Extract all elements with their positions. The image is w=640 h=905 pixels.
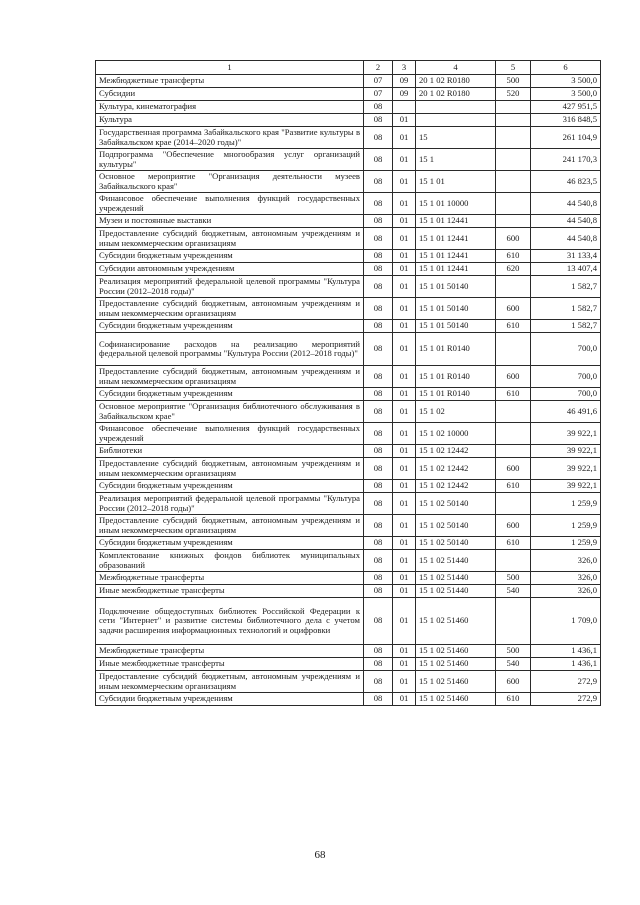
row-amount: 1 436,1 — [531, 658, 601, 671]
row-target-code: 15 1 01 — [416, 171, 496, 193]
row-target-code: 15 1 02 51460 — [416, 645, 496, 658]
row-target-code: 15 1 02 — [416, 401, 496, 423]
row-expense-type — [496, 401, 531, 423]
row-amount: 1 582,7 — [531, 320, 601, 333]
row-name: Музеи и постоянные выставки — [96, 215, 364, 228]
row-expense-type — [496, 598, 531, 645]
row-target-code — [416, 101, 496, 114]
row-target-code: 15 1 01 12441 — [416, 250, 496, 263]
row-amount: 326,0 — [531, 572, 601, 585]
row-amount: 1 436,1 — [531, 645, 601, 658]
row-target-code: 20 1 02 R0180 — [416, 88, 496, 101]
row-name: Предоставление субсидий бюджетным, автономным учреждениям и иным некоммерческим организациям — [96, 458, 364, 480]
row-section: 08 — [364, 388, 393, 401]
table-row — [96, 423, 601, 445]
row-name: Предоставление субсидий бюджетным, автономным учреждениям и иным некоммерческим организациям — [96, 515, 364, 537]
row-subsection: 01 — [393, 537, 416, 550]
row-expense-type: 520 — [496, 88, 531, 101]
row-target-code: 15 1 02 51460 — [416, 671, 496, 693]
row-section: 08 — [364, 445, 393, 458]
row-section: 08 — [364, 401, 393, 423]
row-amount: 1 582,7 — [531, 276, 601, 298]
table-row — [96, 458, 601, 480]
row-target-code: 15 1 02 50140 — [416, 493, 496, 515]
row-name: Межбюджетные трансферты — [96, 572, 364, 585]
table-row — [96, 585, 601, 598]
row-name: Реализация мероприятий федеральной целевой программы "Культура России (2012–2018 годы)" — [96, 276, 364, 298]
row-name: Предоставление субсидий бюджетным, автономным учреждениям и иным некоммерческим организациям — [96, 298, 364, 320]
table-row — [96, 114, 601, 127]
row-name: Подпрограмма "Обеспечение многообразия услуг организаций культуры" — [96, 149, 364, 171]
table-row — [96, 401, 601, 423]
row-subsection: 01 — [393, 298, 416, 320]
row-expense-type — [496, 215, 531, 228]
row-subsection: 01 — [393, 276, 416, 298]
row-expense-type: 610 — [496, 250, 531, 263]
row-amount: 1 582,7 — [531, 298, 601, 320]
row-amount: 316 848,5 — [531, 114, 601, 127]
row-name: Софинансирование расходов на реализацию мероприятий федеральной целевой программы "Культура России (2012–2018 годы)" — [96, 333, 364, 366]
row-name: Субсидии автономным учреждениям — [96, 263, 364, 276]
table-row — [96, 445, 601, 458]
row-amount: 46 491,6 — [531, 401, 601, 423]
row-amount: 427 951,5 — [531, 101, 601, 114]
table-row — [96, 645, 601, 658]
header-col-1: 1 — [96, 61, 364, 75]
row-section: 08 — [364, 550, 393, 572]
row-amount: 39 922,1 — [531, 423, 601, 445]
row-amount: 46 823,5 — [531, 171, 601, 193]
row-subsection: 01 — [393, 333, 416, 366]
row-amount: 1 259,9 — [531, 493, 601, 515]
row-expense-type: 500 — [496, 75, 531, 88]
table-row — [96, 298, 601, 320]
row-amount: 700,0 — [531, 388, 601, 401]
row-amount: 44 540,8 — [531, 215, 601, 228]
row-subsection: 01 — [393, 515, 416, 537]
table-row — [96, 388, 601, 401]
row-amount: 241 170,3 — [531, 149, 601, 171]
row-target-code: 15 1 02 51460 — [416, 658, 496, 671]
table-row — [96, 127, 601, 149]
row-subsection: 01 — [393, 458, 416, 480]
row-expense-type: 600 — [496, 515, 531, 537]
row-section: 08 — [364, 480, 393, 493]
row-amount: 261 104,9 — [531, 127, 601, 149]
row-name: Финансовое обеспечение выполнения функций государственных учреждений — [96, 193, 364, 215]
row-subsection: 01 — [393, 127, 416, 149]
table-row — [96, 658, 601, 671]
row-target-code: 15 1 02 50140 — [416, 537, 496, 550]
row-section: 08 — [364, 333, 393, 366]
row-name: Субсидии бюджетным учреждениям — [96, 537, 364, 550]
row-expense-type: 500 — [496, 645, 531, 658]
row-section: 08 — [364, 228, 393, 250]
table-row — [96, 149, 601, 171]
row-name: Культура — [96, 114, 364, 127]
row-section: 08 — [364, 127, 393, 149]
row-subsection: 01 — [393, 215, 416, 228]
row-section: 08 — [364, 693, 393, 706]
row-section: 08 — [364, 458, 393, 480]
table-row — [96, 88, 601, 101]
row-expense-type: 620 — [496, 263, 531, 276]
table-row — [96, 75, 601, 88]
row-name: Субсидии бюджетным учреждениям — [96, 250, 364, 263]
row-target-code: 20 1 02 R0180 — [416, 75, 496, 88]
row-subsection: 01 — [393, 388, 416, 401]
row-subsection: 01 — [393, 193, 416, 215]
row-subsection: 01 — [393, 320, 416, 333]
table-row — [96, 366, 601, 388]
row-expense-type: 610 — [496, 320, 531, 333]
row-expense-type — [496, 550, 531, 572]
row-subsection: 01 — [393, 250, 416, 263]
row-subsection: 01 — [393, 149, 416, 171]
row-amount: 39 922,1 — [531, 445, 601, 458]
row-expense-type — [496, 276, 531, 298]
row-subsection: 01 — [393, 572, 416, 585]
row-target-code: 15 1 01 R0140 — [416, 333, 496, 366]
row-expense-type — [496, 445, 531, 458]
row-subsection: 01 — [393, 114, 416, 127]
row-section: 08 — [364, 366, 393, 388]
row-target-code: 15 1 02 50140 — [416, 515, 496, 537]
table-row — [96, 276, 601, 298]
row-subsection: 01 — [393, 645, 416, 658]
row-target-code: 15 1 01 50140 — [416, 276, 496, 298]
row-expense-type: 610 — [496, 537, 531, 550]
row-expense-type — [496, 423, 531, 445]
row-name: Библиотеки — [96, 445, 364, 458]
row-expense-type: 600 — [496, 458, 531, 480]
row-section: 08 — [364, 171, 393, 193]
table-row — [96, 333, 601, 366]
row-expense-type: 600 — [496, 228, 531, 250]
row-section: 08 — [364, 585, 393, 598]
row-subsection: 01 — [393, 671, 416, 693]
row-section: 08 — [364, 101, 393, 114]
row-amount: 1 709,0 — [531, 598, 601, 645]
row-amount: 44 540,8 — [531, 228, 601, 250]
row-amount: 700,0 — [531, 366, 601, 388]
row-target-code: 15 1 01 12441 — [416, 215, 496, 228]
row-name: Культура, кинематография — [96, 101, 364, 114]
row-section: 08 — [364, 423, 393, 445]
row-target-code: 15 1 02 12442 — [416, 480, 496, 493]
row-section: 08 — [364, 658, 393, 671]
row-name: Основное мероприятие "Организация деятельности музеев Забайкальского края" — [96, 171, 364, 193]
row-section: 08 — [364, 493, 393, 515]
row-target-code: 15 1 02 51440 — [416, 572, 496, 585]
row-target-code — [416, 114, 496, 127]
row-amount: 326,0 — [531, 550, 601, 572]
budget-table — [95, 60, 601, 706]
header-col-4: 4 — [416, 61, 496, 75]
row-target-code: 15 1 01 50140 — [416, 320, 496, 333]
row-amount: 31 133,4 — [531, 250, 601, 263]
row-subsection: 09 — [393, 88, 416, 101]
table-row — [96, 572, 601, 585]
table-row — [96, 228, 601, 250]
row-section: 08 — [364, 250, 393, 263]
row-expense-type: 600 — [496, 366, 531, 388]
row-name: Финансовое обеспечение выполнения функций государственных учреждений — [96, 423, 364, 445]
row-section: 08 — [364, 193, 393, 215]
row-subsection: 01 — [393, 493, 416, 515]
row-expense-type: 540 — [496, 585, 531, 598]
row-amount: 39 922,1 — [531, 480, 601, 493]
row-amount: 3 500,0 — [531, 88, 601, 101]
row-expense-type — [496, 114, 531, 127]
row-section: 07 — [364, 88, 393, 101]
row-amount: 13 407,4 — [531, 263, 601, 276]
row-name: Основное мероприятие "Организация библиотечного обслуживания в Забайкальском крае" — [96, 401, 364, 423]
row-amount: 3 500,0 — [531, 75, 601, 88]
row-section: 08 — [364, 276, 393, 298]
table-row — [96, 193, 601, 215]
row-target-code: 15 1 01 50140 — [416, 298, 496, 320]
row-expense-type — [496, 101, 531, 114]
row-target-code: 15 1 01 R0140 — [416, 366, 496, 388]
table-row — [96, 537, 601, 550]
row-expense-type — [496, 149, 531, 171]
row-target-code: 15 1 01 R0140 — [416, 388, 496, 401]
row-target-code: 15 1 01 12441 — [416, 228, 496, 250]
row-name: Межбюджетные трансферты — [96, 645, 364, 658]
row-amount: 272,9 — [531, 671, 601, 693]
row-expense-type — [496, 171, 531, 193]
table-row — [96, 598, 601, 645]
row-expense-type: 610 — [496, 693, 531, 706]
row-subsection: 01 — [393, 693, 416, 706]
row-amount: 326,0 — [531, 585, 601, 598]
row-target-code: 15 1 02 12442 — [416, 458, 496, 480]
row-section: 08 — [364, 572, 393, 585]
row-target-code: 15 1 01 10000 — [416, 193, 496, 215]
row-subsection: 01 — [393, 171, 416, 193]
row-name: Предоставление субсидий бюджетным, автономным учреждениям и иным некоммерческим организациям — [96, 366, 364, 388]
row-name: Субсидии бюджетным учреждениям — [96, 480, 364, 493]
row-amount: 700,0 — [531, 333, 601, 366]
row-name: Реализация мероприятий федеральной целевой программы "Культура России (2012–2018 годы)" — [96, 493, 364, 515]
row-subsection: 01 — [393, 401, 416, 423]
table-row — [96, 480, 601, 493]
row-amount: 1 259,9 — [531, 515, 601, 537]
row-name: Субсидии бюджетным учреждениям — [96, 693, 364, 706]
row-subsection: 01 — [393, 423, 416, 445]
header-col-2: 2 — [364, 61, 393, 75]
row-subsection: 09 — [393, 75, 416, 88]
row-target-code: 15 1 01 12441 — [416, 263, 496, 276]
row-subsection: 01 — [393, 658, 416, 671]
row-name: Субсидии — [96, 88, 364, 101]
row-target-code: 15 — [416, 127, 496, 149]
row-target-code: 15 1 02 51440 — [416, 550, 496, 572]
row-name: Иные межбюджетные трансферты — [96, 658, 364, 671]
row-name: Государственная программа Забайкальского края "Развитие культуры в Забайкальском крае (2014–2020 годы)" — [96, 127, 364, 149]
row-target-code: 15 1 02 51460 — [416, 693, 496, 706]
header-col-3: 3 — [393, 61, 416, 75]
row-section: 08 — [364, 263, 393, 276]
row-section: 08 — [364, 215, 393, 228]
row-subsection: 01 — [393, 445, 416, 458]
row-expense-type — [496, 127, 531, 149]
row-name: Предоставление субсидий бюджетным, автономным учреждениям и иным некоммерческим организациям — [96, 228, 364, 250]
row-amount: 1 259,9 — [531, 537, 601, 550]
page-number: 68 — [314, 849, 326, 861]
row-expense-type: 600 — [496, 671, 531, 693]
row-section: 08 — [364, 114, 393, 127]
row-section: 08 — [364, 537, 393, 550]
row-subsection: 01 — [393, 598, 416, 645]
table-row — [96, 101, 601, 114]
row-target-code: 15 1 02 51460 — [416, 598, 496, 645]
row-subsection: 01 — [393, 263, 416, 276]
table-row — [96, 671, 601, 693]
row-amount: 44 540,8 — [531, 193, 601, 215]
header-col-6: 6 — [531, 61, 601, 75]
row-expense-type: 610 — [496, 388, 531, 401]
table-row — [96, 171, 601, 193]
header-col-5: 5 — [496, 61, 531, 75]
row-expense-type — [496, 493, 531, 515]
table-row — [96, 250, 601, 263]
table-row — [96, 320, 601, 333]
row-target-code: 15 1 02 10000 — [416, 423, 496, 445]
row-subsection — [393, 101, 416, 114]
row-section: 08 — [364, 671, 393, 693]
row-name: Иные межбюджетные трансферты — [96, 585, 364, 598]
row-subsection: 01 — [393, 550, 416, 572]
table-body — [96, 75, 601, 706]
row-name: Субсидии бюджетным учреждениям — [96, 388, 364, 401]
row-expense-type — [496, 193, 531, 215]
row-section: 08 — [364, 645, 393, 658]
row-target-code: 15 1 02 12442 — [416, 445, 496, 458]
row-expense-type: 500 — [496, 572, 531, 585]
row-expense-type — [496, 333, 531, 366]
table-row — [96, 550, 601, 572]
row-name: Подключение общедоступных библиотек Российской Федерации к сети "Интернет" и развитие системы библиотечного дела с учетом задачи расширения информационных технологий и оцифровки — [96, 598, 364, 645]
row-name: Межбюджетные трансферты — [96, 75, 364, 88]
row-section: 08 — [364, 320, 393, 333]
table-row — [96, 263, 601, 276]
table-row — [96, 693, 601, 706]
row-name: Комплектование книжных фондов библиотек муниципальных образований — [96, 550, 364, 572]
row-subsection: 01 — [393, 480, 416, 493]
row-expense-type: 600 — [496, 298, 531, 320]
row-name: Предоставление субсидий бюджетным, автономным учреждениям и иным некоммерческим организациям — [96, 671, 364, 693]
row-section: 08 — [364, 515, 393, 537]
table-row — [96, 493, 601, 515]
table-row — [96, 215, 601, 228]
row-section: 07 — [364, 75, 393, 88]
row-target-code: 15 1 — [416, 149, 496, 171]
row-amount: 272,9 — [531, 693, 601, 706]
header-row — [96, 61, 601, 75]
row-subsection: 01 — [393, 585, 416, 598]
row-expense-type: 540 — [496, 658, 531, 671]
row-section: 08 — [364, 149, 393, 171]
row-amount: 39 922,1 — [531, 458, 601, 480]
row-section: 08 — [364, 298, 393, 320]
row-name: Субсидии бюджетным учреждениям — [96, 320, 364, 333]
row-section: 08 — [364, 598, 393, 645]
row-subsection: 01 — [393, 228, 416, 250]
row-expense-type: 610 — [496, 480, 531, 493]
row-subsection: 01 — [393, 366, 416, 388]
table-row — [96, 515, 601, 537]
row-target-code: 15 1 02 51440 — [416, 585, 496, 598]
